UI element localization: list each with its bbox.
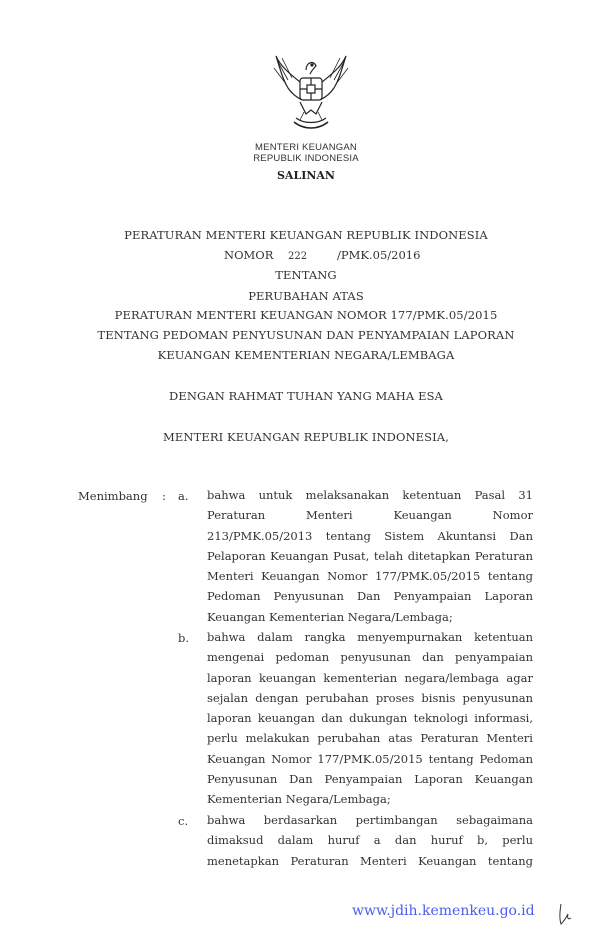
- salinan-stamp: SALINAN: [276, 169, 335, 182]
- issuer-line-2: REPUBLIK INDONESIA: [253, 153, 359, 164]
- item-a-line: Peraturan Menteri Keuangan Nomor: [207, 508, 533, 523]
- item-b-line: Kementerian Negara/Lembaga;: [207, 792, 391, 807]
- item-a-letter: a.: [178, 489, 189, 503]
- item-b-line: Keuangan Nomor 177/PMK.05/2015 tentang Pedoman: [207, 751, 533, 766]
- subject-line-4: KEUANGAN KEMENTERIAN NEGARA/LEMBAGA: [157, 348, 455, 362]
- nomor-suffix: /PMK.05/2016: [337, 248, 421, 262]
- item-b-line: perlu melakukan perubahan atas Peraturan Menteri: [207, 731, 533, 746]
- item-b-line: bahwa dalam rangka menyempurnakan ketentuan: [207, 630, 533, 644]
- authority: MENTERI KEUANGAN REPUBLIK INDONESIA,: [163, 430, 449, 444]
- item-a-line: Keuangan Kementerian Negara/Lembaga;: [207, 609, 453, 624]
- item-b-line: laporan keuangan dan dukungan teknologi informasi,: [207, 711, 533, 726]
- item-b-letter: b.: [178, 631, 190, 645]
- item-b-line: sejalan dengan perubahan proses bisnis penyusunan: [207, 690, 533, 705]
- item-c-text: [207, 810, 533, 871]
- item-b-line: mengenai pedoman penyusunan dan penyampaian: [207, 650, 533, 665]
- item-a-line: 213/PMK.05/2013 tentang Sistem Akuntansi Dan: [207, 528, 533, 543]
- item-b-line: laporan keuangan kementerian negara/lembaga agar: [207, 670, 533, 685]
- item-a-line: Pedoman Penyusunan Dan Penyampaian Laporan: [207, 589, 533, 604]
- item-c-line: dimaksud dalam huruf a dan huruf b, perlu: [207, 833, 533, 848]
- issuer-line-1: MENTERI KEUANGAN: [255, 142, 357, 153]
- item-c-line: menetapkan Peraturan Menteri Keuangan tentang: [207, 853, 533, 868]
- nomor-label: NOMOR: [224, 248, 274, 262]
- regulation-title: PERATURAN MENTERI KEUANGAN REPUBLIK INDONESIA: [124, 228, 488, 242]
- item-c-letter: c.: [178, 814, 189, 828]
- item-a-line: bahwa untuk melaksanakan ketentuan Pasal 31: [207, 488, 533, 502]
- tentang-heading: TENTANG: [275, 268, 337, 282]
- item-c-line: bahwa berdasarkan pertimbangan sebagaimana: [207, 813, 533, 827]
- subject-line-3: TENTANG PEDOMAN PENYUSUNAN DAN PENYAMPAIAN LAPORAN: [97, 328, 515, 342]
- invocation: DENGAN RAHMAT TUHAN YANG MAHA ESA: [169, 389, 443, 403]
- menimbang-colon: :: [162, 489, 166, 503]
- item-b-line: Penyusunan Dan Penyampaian Laporan Keuangan: [207, 772, 533, 787]
- subject-line-2: PERATURAN MENTERI KEUANGAN NOMOR 177/PMK.05/2015: [114, 308, 498, 322]
- menimbang-label: Menimbang: [78, 489, 148, 503]
- signature-initial-icon: [556, 900, 576, 928]
- item-b-text: [207, 627, 533, 810]
- jdih-website-link[interactable]: www.jdih.kemenkeu.go.id: [352, 903, 535, 919]
- subject-line-1: PERUBAHAN ATAS: [248, 289, 364, 303]
- garuda-emblem-icon: [270, 52, 352, 136]
- item-a-line: Pelaporan Keuangan Pusat, telah ditetapkan Peraturan: [207, 548, 533, 563]
- nomor-value: 222: [288, 251, 308, 262]
- item-a-line: Menteri Keuangan Nomor 177/PMK.05/2015 tentang: [207, 569, 533, 584]
- item-a-text: [207, 485, 533, 627]
